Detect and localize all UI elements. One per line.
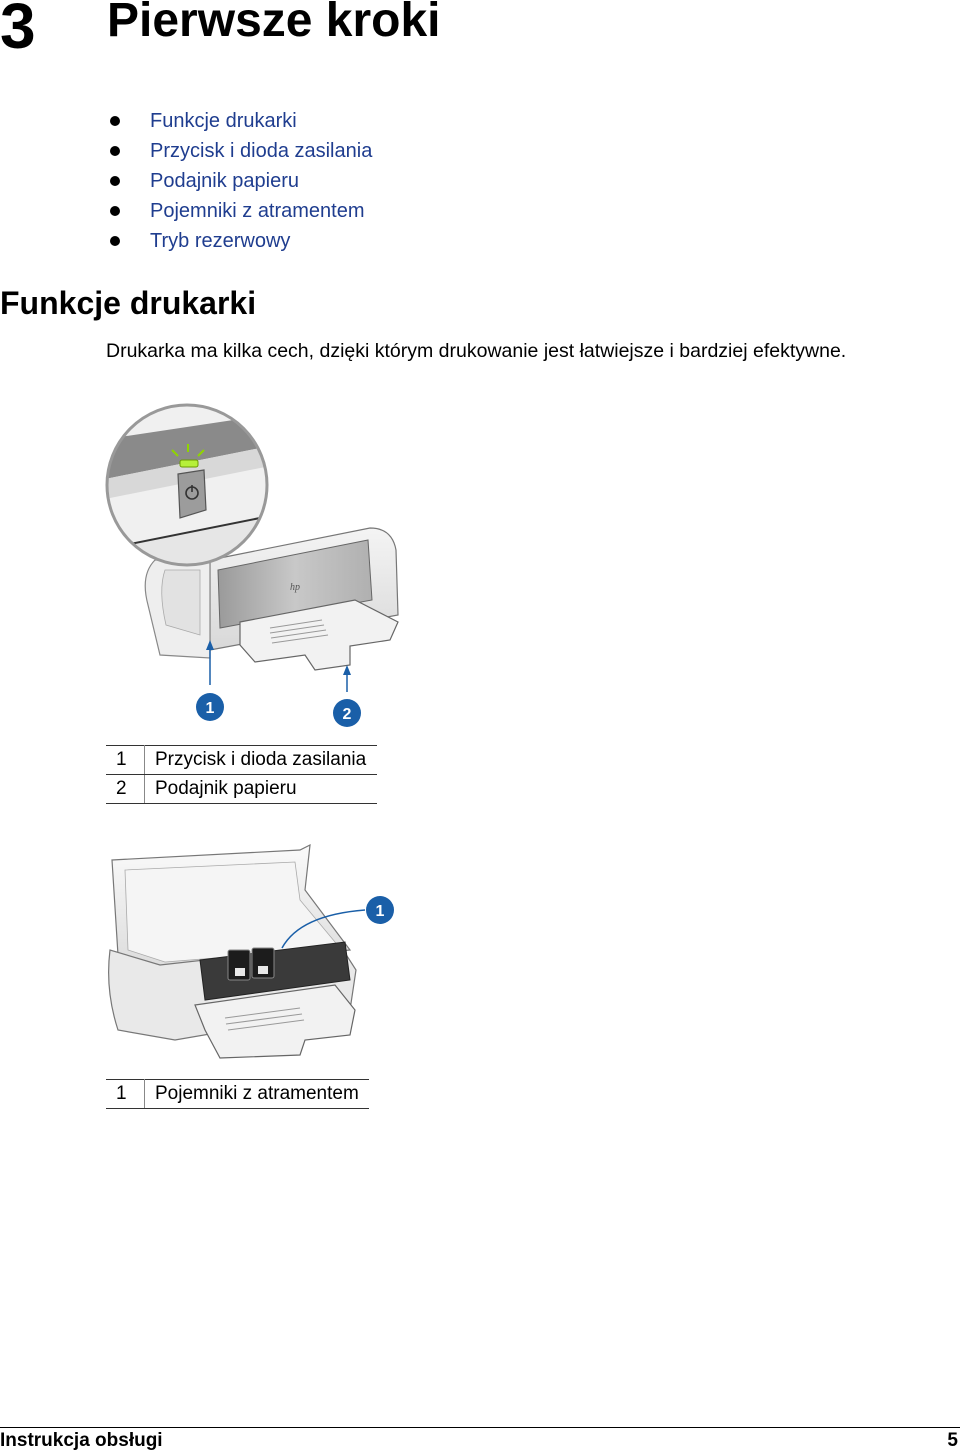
- section-heading: Funkcje drukarki: [0, 285, 257, 321]
- toc-link-podajnik-papieru[interactable]: Podajnik papieru: [150, 170, 299, 192]
- printer-open-figure: [100, 840, 405, 1065]
- callout-2-label: 2: [342, 706, 352, 723]
- legend-number: 1: [106, 746, 145, 775]
- hp-logo: hp: [290, 582, 300, 593]
- footer-divider: [0, 1427, 960, 1428]
- callout-1-label: 1: [375, 903, 385, 920]
- figure2-legend-table: [106, 1079, 369, 1109]
- figure1-legend-table: [106, 745, 377, 804]
- legend-number: 2: [106, 775, 145, 804]
- bullet-icon: [110, 116, 120, 126]
- legend-number: 1: [106, 1080, 145, 1109]
- bullet-icon: [110, 206, 120, 216]
- table-row: [106, 746, 377, 775]
- intro-paragraph: Drukarka ma kilka cech, dzięki którym drukowanie jest łatwiejsze i bardziej efektywne.: [106, 340, 847, 362]
- toc-link-funkcje-drukarki[interactable]: Funkcje drukarki: [150, 110, 297, 132]
- legend-label: Pojemniki z atramentem: [145, 1080, 370, 1109]
- printer-front-figure: [100, 400, 410, 735]
- bullet-icon: [110, 176, 120, 186]
- toc-link-przycisk-i-dioda[interactable]: Przycisk i dioda zasilania: [150, 140, 373, 162]
- bullet-icon: [110, 146, 120, 156]
- legend-label: Podajnik papieru: [145, 775, 378, 804]
- toc-link-tryb-rezerwowy[interactable]: Tryb rezerwowy: [150, 230, 291, 252]
- footer-title: Instrukcja obsługi: [0, 1430, 163, 1451]
- page-number: 5: [947, 1430, 958, 1451]
- printer-front-illustration: [100, 400, 410, 735]
- legend-label: Przycisk i dioda zasilania: [145, 746, 378, 775]
- bullet-icon: [110, 236, 120, 246]
- printer-open-illustration: [100, 840, 405, 1065]
- table-row: [106, 775, 377, 804]
- callout-1-label: 1: [205, 700, 215, 717]
- table-row: [106, 1080, 369, 1109]
- chapter-number: 3: [0, 0, 36, 62]
- chapter-title: Pierwsze kroki: [107, 0, 441, 47]
- power-button-icon: [178, 470, 206, 518]
- toc-link-pojemniki[interactable]: Pojemniki z atramentem: [150, 200, 365, 222]
